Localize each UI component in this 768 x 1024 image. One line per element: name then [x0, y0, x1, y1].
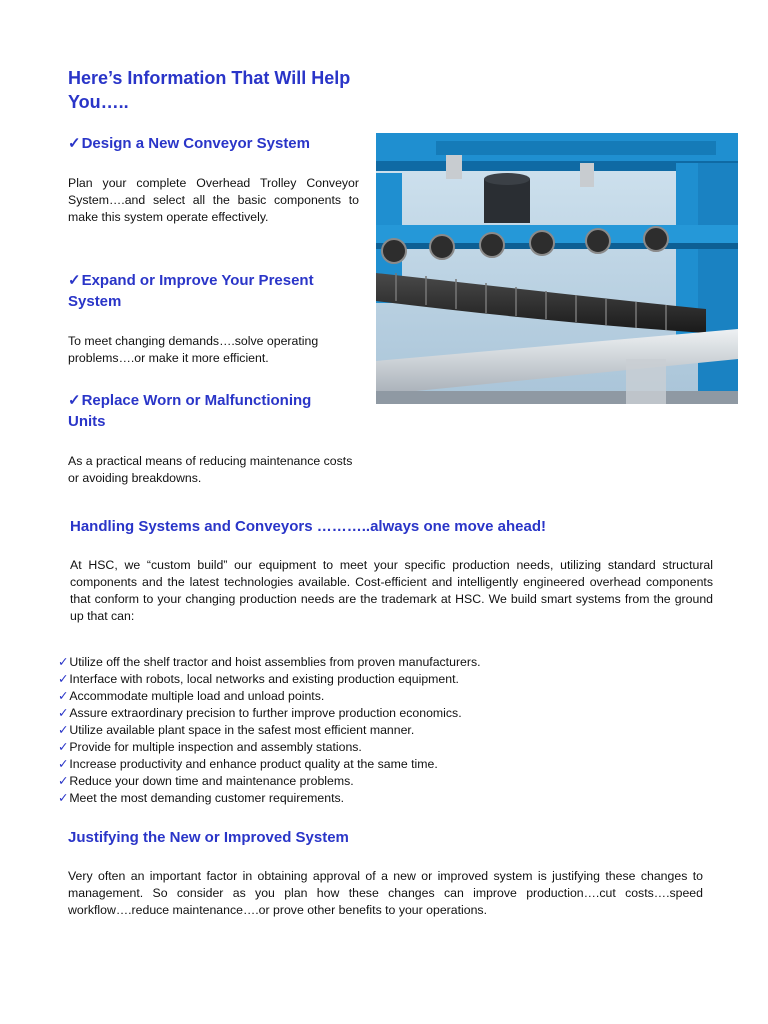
capabilities-list	[58, 654, 618, 807]
check-icon: ✓	[58, 740, 69, 754]
text-design-new-system: Plan your complete Overhead Trolley Conveyor System….and select all the basic components to make this system operate effectively.	[68, 176, 359, 224]
check-icon: ✓	[58, 672, 69, 686]
check-icon: ✓	[58, 774, 69, 788]
conveyor-photo	[376, 133, 738, 404]
check-icon: ✓	[58, 791, 69, 805]
page-title: Here’s Information That Will Help You…..	[68, 68, 351, 112]
heading-expand-improve-system	[68, 270, 358, 312]
heading-design-new-system	[68, 133, 358, 154]
check-icon: ✓	[58, 655, 69, 669]
text-replace-worn-units: As a practical means of reducing maintenance costs or avoiding breakdowns.	[68, 454, 353, 485]
text-handling-systems: At HSC, we “custom build” our equipment to meet your specific production needs, utilizing standard structural components and the latest technologies available. Cost-efficient and intelligently engineered overhead components that conform to your changing production needs are the trademark at HSC. We build smart systems from the ground up that can:	[70, 558, 713, 623]
text-expand-improve-system: To meet changing demands….solve operating problems….or make it more efficient.	[68, 334, 319, 365]
list-item: ✓Assure extraordinary precision to further improve production economics.	[58, 706, 462, 720]
heading-replace-worn-units	[68, 390, 338, 432]
heading-design-new-system-label: Design a New Conveyor System	[81, 135, 310, 152]
check-icon: ✓	[58, 757, 69, 771]
check-icon: ✓	[68, 272, 81, 289]
heading-justifying-system: Justifying the New or Improved System	[68, 829, 349, 846]
heading-expand-improve-system-label: Expand or Improve Your Present System	[68, 272, 314, 310]
list-item: ✓Utilize off the shelf tractor and hoist assemblies from proven manufacturers.	[58, 655, 481, 669]
list-item: ✓Meet the most demanding customer requirements.	[58, 791, 345, 805]
check-icon: ✓	[58, 689, 69, 703]
list-item: ✓Accommodate multiple load and unload points.	[58, 689, 325, 703]
check-icon: ✓	[58, 723, 69, 737]
check-icon: ✓	[68, 392, 81, 409]
list-item: ✓Utilize available plant space in the safest most efficient manner.	[58, 723, 415, 737]
text-justifying-system: Very often an important factor in obtaining approval of a new or improved system is justifying these changes to management. So consider as you plan how these changes can improve production….cut costs….speed workflow….reduce maintenance….or prove other benefits to your operations.	[68, 869, 703, 917]
list-item: ✓Increase productivity and enhance product quality at the same time.	[58, 757, 438, 771]
check-icon: ✓	[68, 135, 81, 152]
list-item: ✓Provide for multiple inspection and assembly stations.	[58, 740, 362, 754]
heading-replace-worn-units-label: Replace Worn or Malfunctioning Units	[68, 392, 312, 430]
list-item: ✓Reduce your down time and maintenance problems.	[58, 774, 354, 788]
heading-handling-systems: Handling Systems and Conveyors ………..always one move ahead!	[70, 518, 546, 535]
list-item: ✓Interface with robots, local networks and existing production equipment.	[58, 672, 459, 686]
check-icon: ✓	[58, 706, 69, 720]
